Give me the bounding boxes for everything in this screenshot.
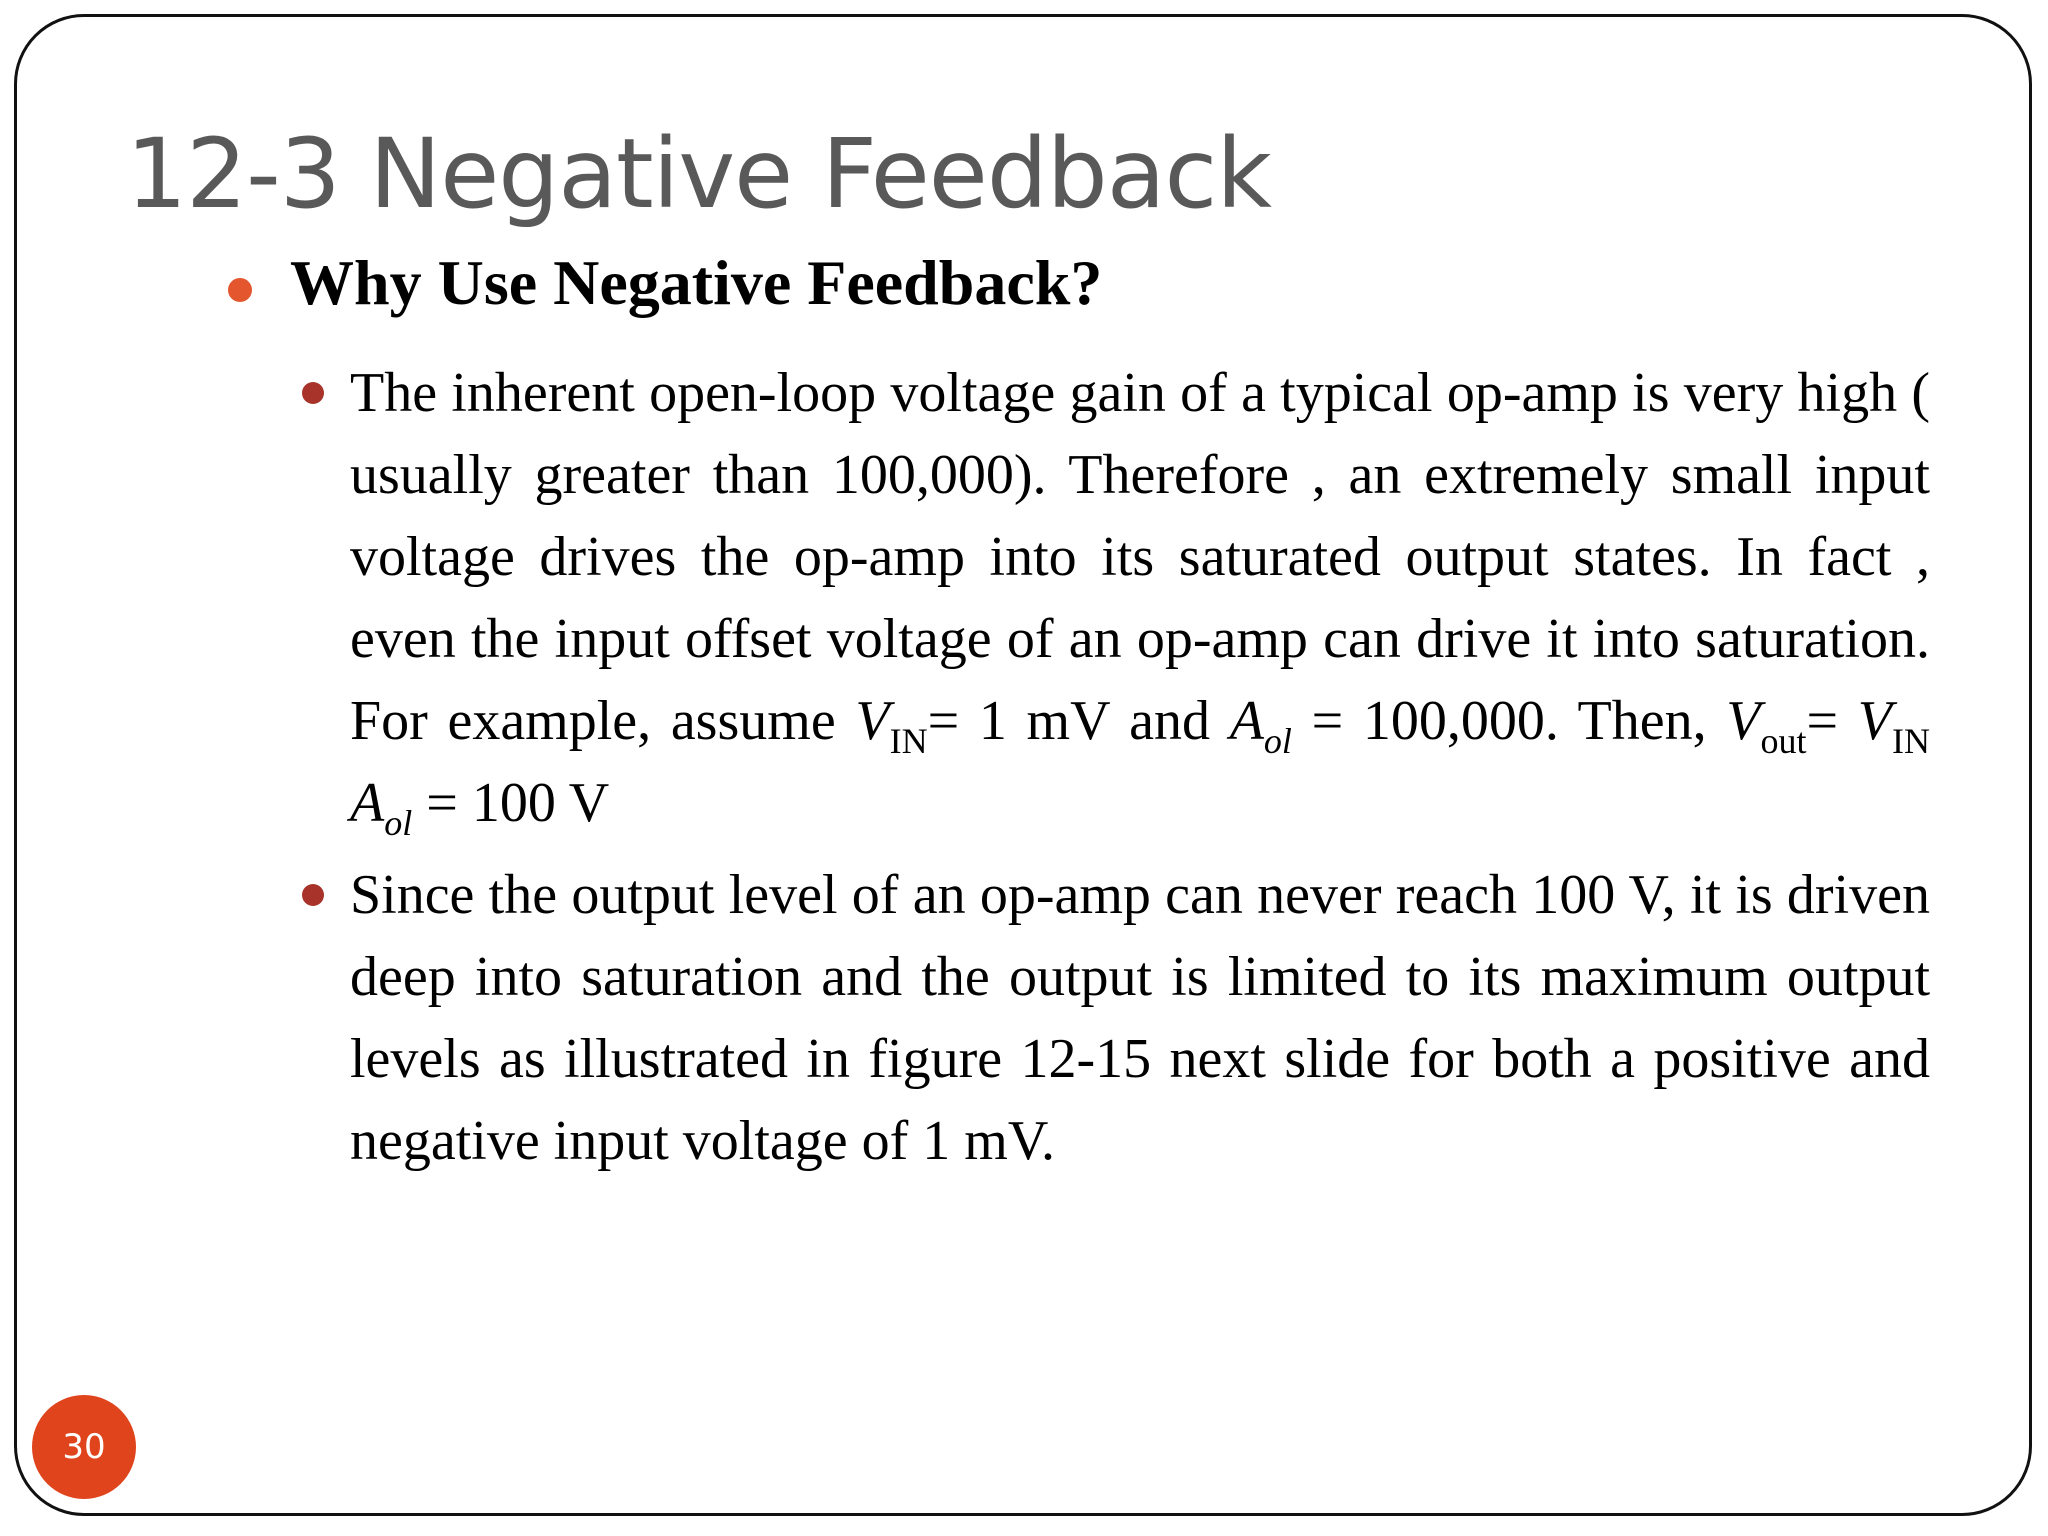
math-vout: $V_{out}$ bbox=[1726, 690, 1807, 761]
math-eq-1mv: = 1 mV and bbox=[927, 690, 1230, 752]
bullet-dot-icon bbox=[302, 382, 324, 404]
paragraph-text: Since the output level of an op-amp can never reach 100 V, it is driven deep into saturation and the output is limited to its maximum output levels as illustrated in figure 12-15 next slide for both a positive and negative input voltage of 1 mV. bbox=[350, 864, 1930, 1172]
bullet-dot-icon bbox=[302, 884, 324, 906]
math-aol: $A_{ol}$ bbox=[1229, 690, 1292, 761]
math-eq-100000: = 100,000. Then, bbox=[1311, 690, 1727, 752]
slide-title: 12-3 Negative Feedback bbox=[126, 118, 1271, 230]
math-eq: = bbox=[1806, 690, 1858, 752]
paragraph-text: The inherent open-loop voltage gain of a typical op-amp is very high ( usually greater than 100,000). Therefore , an extremely small input voltage drives the op-amp into its saturated output states. In fact , even the input offset voltage of an op-amp can drive it into saturation. For example, assume bbox=[350, 362, 1930, 752]
slide-number-badge: 30 bbox=[32, 1395, 136, 1499]
bullet-dot-icon bbox=[228, 278, 252, 302]
paragraph-saturation bbox=[350, 854, 1930, 1182]
paragraph-open-loop-gain bbox=[350, 352, 1930, 844]
math-vin: $V_{IN}$ bbox=[855, 690, 928, 761]
bullet-heading: Why Use Negative Feedback? bbox=[290, 247, 1103, 318]
math-eq-100v: = 100 V bbox=[426, 772, 610, 834]
math-vin-aol: $V_{IN}$ $A_{ol}$ bbox=[350, 690, 1930, 843]
